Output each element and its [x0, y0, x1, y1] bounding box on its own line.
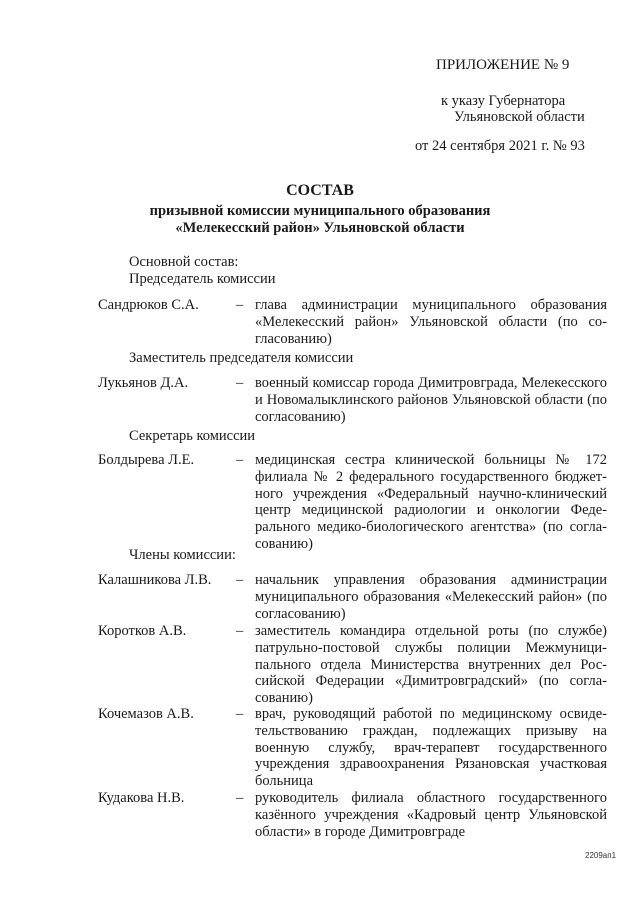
member-role: врач, руководящий работой по медицинскому освидетельствованию граждан, подлежащих призыву на военную службу, врач-терапевт государственного учреждения здравоохранения Рязановская участковая больница	[255, 706, 607, 790]
member-name: Калашникова Л.В.	[98, 572, 212, 588]
dash-separator: –	[236, 375, 244, 391]
dash-separator: –	[236, 452, 244, 468]
section-main-composition: Основной состав:	[129, 254, 239, 270]
document-subtitle-line2: «Мелекесский район» Ульяновской области	[175, 220, 465, 236]
member-role: заместитель командира отдельной роты (по службе) патрульно-постовой службы полиции Межмуниципального отдела Министерства внутренних дел Российской Федерации «Димитровградский» (по согласованию)	[255, 623, 607, 707]
section-secretary: Секретарь комиссии	[129, 428, 256, 444]
document-subtitle-line1: призывной комиссии муниципального образования	[149, 203, 491, 219]
member-role: начальник управления образования администрации муниципального образования «Мелекесский район» (по согласованию)	[255, 572, 607, 622]
decree-date: от 24 сентября 2021 г. № 93	[415, 138, 585, 154]
appendix-number: ПРИЛОЖЕНИЕ № 9	[436, 57, 570, 73]
member-name: Лукьянов Д.А.	[98, 375, 189, 391]
dash-separator: –	[236, 297, 244, 313]
section-chairman: Председатель комиссии	[129, 271, 276, 287]
member-role: военный комиссар города Димитровграда, Мелекесского и Новомалыклинского районов Ульяновской области (по согласованию)	[255, 375, 607, 425]
member-role: руководитель филиала областного государственного казённого учреждения «Кадровый центр Ульяновской области» в городе Димитровграде	[255, 790, 607, 840]
member-name: Кудакова Н.В.	[98, 790, 185, 806]
document-code: 2209ап1	[585, 851, 617, 860]
member-name: Болдырева Л.Е.	[98, 452, 195, 468]
dash-separator: –	[236, 623, 244, 639]
member-name: Кочемазов А.В.	[98, 706, 194, 722]
dash-separator: –	[236, 706, 244, 722]
document-title: СОСТАВ	[286, 182, 354, 199]
decree-reference-line1: к указу Губернатора	[441, 93, 566, 109]
member-name: Сандрюков С.А.	[98, 297, 199, 313]
member-role: глава администрации муниципального образования «Мелекесский район» Ульяновской области (по согласованию)	[255, 297, 607, 347]
member-role: медицинская сестра клинической больницы № 172 филиала № 2 федерального государственного бюджетного учреждения «Федеральный научно-клинический центр медицинской радиологии и онкологии Федерального медико-биологического агентства» (по согласованию)	[255, 452, 607, 552]
section-members: Члены комиссии:	[129, 547, 236, 563]
dash-separator: –	[236, 572, 244, 588]
decree-reference-line2: Ульяновской области	[454, 109, 585, 125]
dash-separator: –	[236, 790, 244, 806]
section-deputy: Заместитель председателя комиссии	[129, 350, 354, 366]
member-name: Коротков А.В.	[98, 623, 187, 639]
